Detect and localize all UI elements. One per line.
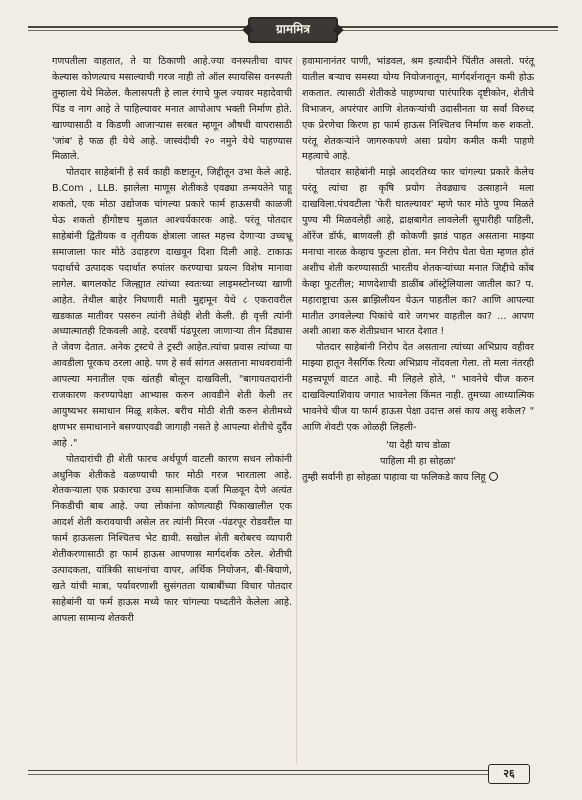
poem-line-2: पाहिला मी हा सोहळा' (380, 455, 456, 467)
end-mark-icon (489, 472, 498, 481)
poem-line-1: 'या देही याच डोळा (385, 439, 451, 451)
right-column (302, 54, 534, 485)
page-number: २६ (488, 764, 530, 784)
left-paragraph-1: गणपतीला वाहतात, ते या ठिकाणी आहे.ज्या वनस्पतीचा वापर केल्यास कोणत्याच मसाल्याची गरज नाही तो ऑल स्पायसिस वनस्पती तुम्हाला येथे मिळेल. कैलासपती हे लाल रंगाचे फुल ज्यावर महादेवाची पिंड व नाग आहे ते पाहिल्यावर मनात आपोआप भक्ती निर्माण होते. खाण्यासाठी व किडणी आजाऱ्यास सरबत म्हणून औषधी वापरासाठी 'जांब' हे फळ ही येथे आहे. जास्वंदीची २० नमुने येथे पाहण्यास मिळाले. (52, 56, 292, 163)
right-paragraph-1: हवामानानंतर पाणी, भांडवल, श्रम इत्यादीने चिंतीत असतो. परंतू यातील बऱ्याच समस्या योग्य नियोजनातून, मार्गदर्शनातून कमी होऊ शकतात. त्यासाठी शेतीकडे पाहण्याचा पारंपारिक दृष्टीकोन, शेतीचे विभाजन, अपरंपार आणि शेतकऱ्यांची उदासीनता या सर्वां विरुध्द एक प्रेरणेचा किरण हा फार्म हाऊस निश्चितच निर्माण करु शकतो. परंतू शेतकऱ्यांने जागरुकपणे असा प्रयोग कमीत कमी पाहणे महत्वाचे आहे. (302, 56, 534, 163)
left-paragraph-2: पोतदार साहेबांनी हे सर्व काही कष्टातून, जिद्दीतून उभा केले आहे. B.Com , LLB. झालेला माणूस शेतीकडे एवढ्या तन्मयतेने पाहू शकतो, एक मोठा उद्योजक चांगल्या प्रकारे फार्म हाऊसची काळजी घेऊ शकतो हीगोष्टच मुळात आश्चर्यकारक आहे. परंतू पोतदार साहेबांनी द्वितीयक व तृतीयक क्षेत्राला जास्त महत्त्व देणाऱ्या उच्चभ्रू समाजाला फार मोठे उदाहरण दाखवून दिशा दिली आहे. टाकाऊ पदार्थाचे उत्पादक पदार्थात रुपांतर करण्याचा प्रयत्न विशेष मानावा लागेल. बागलकोट जिल्ह्यात त्यांच्या स्वतःच्या लाइमस्टोनच्या खाणी आहेत. तेथील बाहेर निघणारी माती मुद्दामून येथे ८ एकरावरील खडकाळ मातीवर पसरुन त्यांनी तेथेही शेती केली. ही वृत्ती त्यांनी अध्यात्मातही टिकवली आहे. दरवर्षी पंढपूरला जाणाऱ्या तीन दिंड्यास ते जेवण देतात. अनेक ट्रस्टचे ते ट्रस्टी आहेत.त्यांचा प्रवास त्यांच्या या आवडीला पूरकच ठरला आहे. पण हे सर्व सांगत असताना माधवरावांनी आपल्या मनातील एक खंतही बोलून दाखविली, "बागायतदारांनी राजकारण करण्यापेक्षा आभ्यास करुन आवडीने शेती केली तर आयुष्यभर समाधान मिळू शकेल. बरीच मोठी शेती करुन शेतीमध्ये क्षणभर समाधानाने बसण्याएवढी जागाही नसते हे आपल्या शेतीचे दुर्दैव आहे ." (52, 167, 292, 449)
right-paragraph-2: पोतदार साहेबांनी माझे आदरतिथ्य फार चांगल्या प्रकारे केलेच परंतू त्यांचा हा कृषि प्रयोग तेवढ्याच उत्साहाने मला दाखविला.पंचवटीला 'फेरी घातल्यावर' म्हणे फार मोठे पुण्य मिळते पुण्य मी मिळवलेही आहे, द्राक्षबागेत लावलेली सुपारीही पाहिली, ऑरेंज डॉर्फ, बाणवली ही कोकणी झाडं पाहत असताना माझ्या मनाचा नारळ केव्हाच फुटला होता. मन निरोप घेता घेता म्हणत होतं अशीच शेती करण्यासाठी भारतीय शेतकऱ्यांच्या मनात जिद्दीचे कोंब केव्हा फुटतील; माणदेशाची डाळींब ऑस्ट्रेलियाला जातील का? प. महाराष्ट्राचा ऊस ब्राझिलीयन येऊन पाहतील का? आणि आपल्या मातीत उगवलेल्या पिकांचे वारे जगभर वाहतील का? ... आपण अशी आशा करु शेतीप्रधान भारत देशात ! (302, 167, 534, 338)
column-divider (296, 56, 297, 764)
poem-quote (302, 438, 534, 470)
footer-rule (28, 770, 490, 771)
left-column (52, 54, 292, 627)
right-paragraph-3: पोतदार साहेबांनी निरोप देत असताना त्यांच्या अभिप्राय वहीवर माझ्या हातून नैसर्गिक रित्या अभिप्राय नोंदवला गेला. तो मला नंतरही महत्त्वपूर्ण वाटत आहे. मी लिहले होते, " भावनेचे चीज करुन दाखविल्याशिवाय जगात भावनेला किंमत नाही. तुमच्या आध्यात्मिक भावनेचे चीज या फार्म हाऊस पेक्षा उदात्त असं काय असु शकेल? " आणि शेवटी एक ओळही लिहली- (302, 342, 534, 433)
closing-line (302, 470, 534, 486)
footer-rule-thin (28, 774, 490, 775)
magazine-title-banner (248, 17, 338, 43)
left-paragraph-3: पोतदारांची ही शेती फारच अर्थपूर्ण वाटली कारण सधन लोकांनी अधुनिक शेतीकडे वळण्याची फार मोठी गरज भारताला आहे. शेतकऱ्याला एक प्रकारचा उच्च सामाजिक दर्जा मिळवून देणे अत्यंत निकडीची बाब आहे. ज्या लोकांना कोणत्याही पिकाखालील एक आदर्श शेती करावयाची असेल तर त्यांनी मिरज -पंढरपूर रोडवरील या फार्म हाऊसला निश्चितच भेट द्यावी. सखोल शेती बरोबरच व्यापारी शेतीकरणासाठी हा फार्म हाऊस आपणास मार्गदर्शक ठरेल. शेतीची उत्पादकता, यांत्रिकी साधनांचा वापर, अर्थिक नियोजन, बी-बियाणे, खते यांची मात्रा, पर्यावरणाशी सुसंगतता याबाबींच्या विचार पोतदार साहेबांनी या फर्म हाऊस मध्ये फार चांगल्या पध्दतीने केलेला आहे. आपला सामान्य शेतकरी (52, 453, 292, 624)
magazine-title: ग्राममित्र (276, 22, 310, 36)
closing-text: तुम्ही सर्वांनी हा सोहळा पाहावा या फलिकडे काय लिहू (302, 471, 486, 483)
